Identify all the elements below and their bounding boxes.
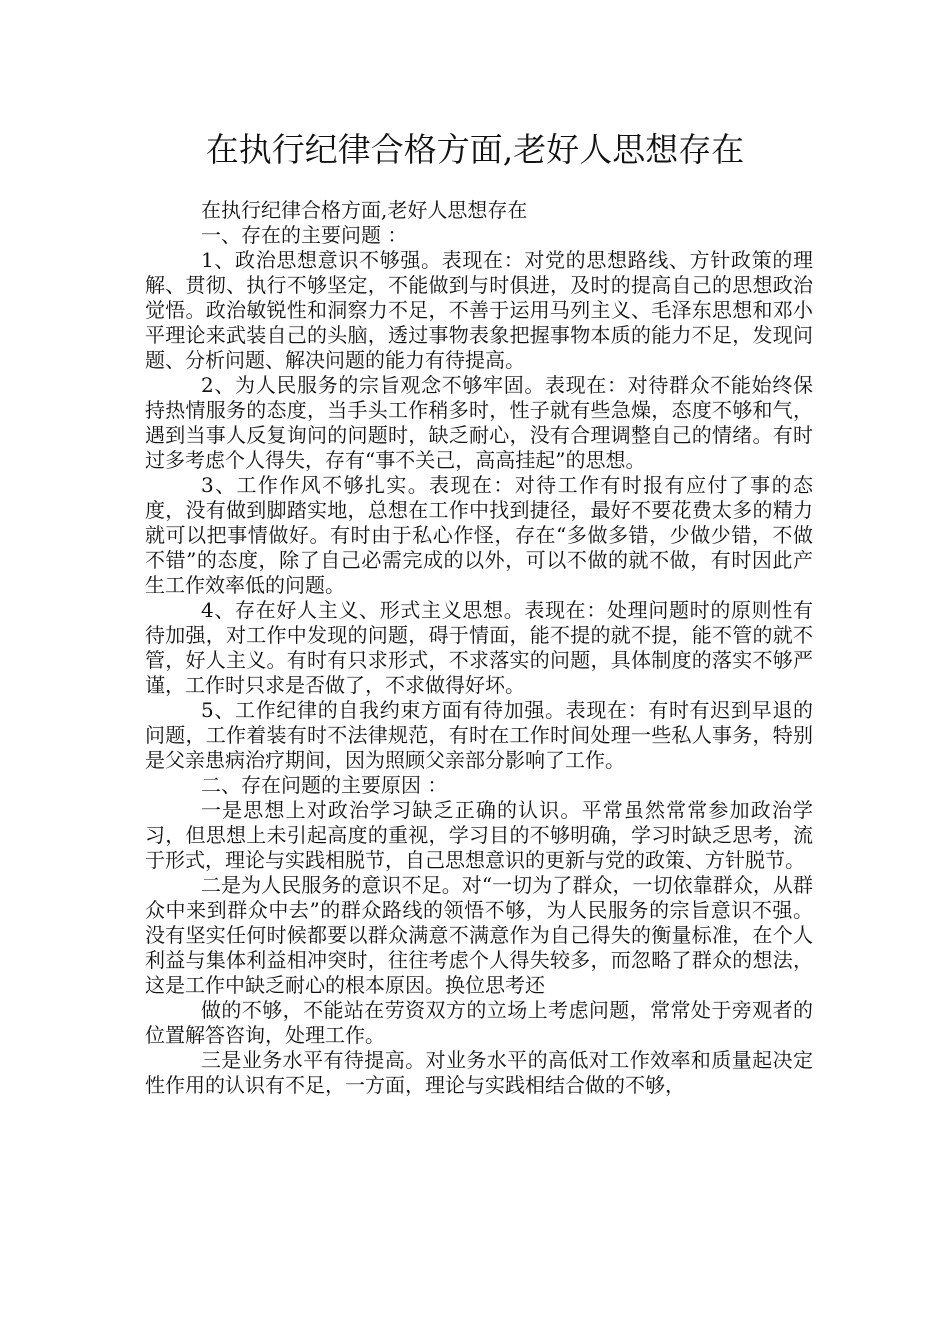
body-paragraph: 在执行纪律合格方面,老好人思想存在 xyxy=(201,198,528,222)
body-paragraph: 三是业务水平有待提高。对业务水平的高低对工作效率和质量起决定性作用的认识有不足，一方面，理论与实践相结合做的不够， xyxy=(145,1048,813,1097)
document-title: 在执行纪律合格方面,老好人思想存在 xyxy=(205,130,745,169)
body-paragraph: 做的不够，不能站在劳资双方的立场上考虑问题，常常处于旁观者的位置解答咨询，处理工作。 xyxy=(145,998,813,1047)
document-body xyxy=(145,198,813,1098)
body-paragraph: 二是为人民服务的意识不足。对“一切为了群众，一切依靠群众，从群众中来到群众中去”的群众路线的领悟不够，为人民服务的宗旨意识不强。没有坚实任何时候都要以群众满意不满意作为自己得失的衡量标准，在个人利益与集体利益相冲突时，往往考虑个人得失较多，而忽略了群众的想法，这是工作中缺乏耐心的根本原因。换位思考还 xyxy=(145,873,813,997)
section-heading: 二、存在问题的主要原因 ： xyxy=(201,773,448,797)
body-paragraph: 3、工作作风不够扎实。表现在：对待工作有时报有应付了事的态度，没有做到脚踏实地，总想在工作中找到捷径，最好不要花费太多的精力就可以把事情做好。有时由于私心作怪，存在“多做多错，少做少错，不做不错”的态度，除了自己必需完成的以外，可以不做的就不做，有时因此产生工作效率低的问题。 xyxy=(145,473,813,597)
body-paragraph: 5、工作纪律的自我约束方面有待加强。表现在：有时有迟到早退的问题，工作着装有时不法律规范，有时在工作时间处理一些私人事务，特别是父亲患病治疗期间，因为照顾父亲部分影响了工作。 xyxy=(145,698,813,772)
body-paragraph: 2、为人民服务的宗旨观念不够牢固。表现在：对待群众不能始终保持热情服务的态度，当手头工作稍多时，性子就有些急燥，态度不够和气，遇到当事人反复询问的问题时，缺乏耐心，没有合理调整自己的情绪。有时过多考虑个人得失，存有“事不关己，高高挂起”的思想。 xyxy=(145,373,813,472)
section-heading: 一、存在的主要问题 ： xyxy=(201,223,408,247)
body-paragraph: 4、存在好人主义、形式主义思想。表现在：处理问题时的原则性有待加强，对工作中发现的问题，碍于情面，能不提的就不提，能不管的就不管，好人主义。有时有只求形式，不求落实的问题，具体制度的落实不够严谨，工作时只求是否做了，不求做得好坏。 xyxy=(145,598,813,697)
body-paragraph: 一是思想上对政治学习缺乏正确的认识。平常虽然常常参加政治学习，但思想上未引起高度的重视，学习目的不够明确，学习时缺乏思考，流于形式，理论与实践相脱节，自己思想意识的更新与党的政策、方针脱节。 xyxy=(145,798,813,872)
body-paragraph: 1、政治思想意识不够强。表现在：对党的思想路线、方针政策的理解、贯彻、执行不够坚定，不能做到与时俱进，及时的提高自己的思想政治觉悟。政治敏锐性和洞察力不足，不善于运用马列主义、毛泽东思想和邓小平理论来武装自己的头脑，透过事物表象把握事物本质的能力不足，发现问题、分析问题、解决问题的能力有待提高。 xyxy=(145,248,813,372)
